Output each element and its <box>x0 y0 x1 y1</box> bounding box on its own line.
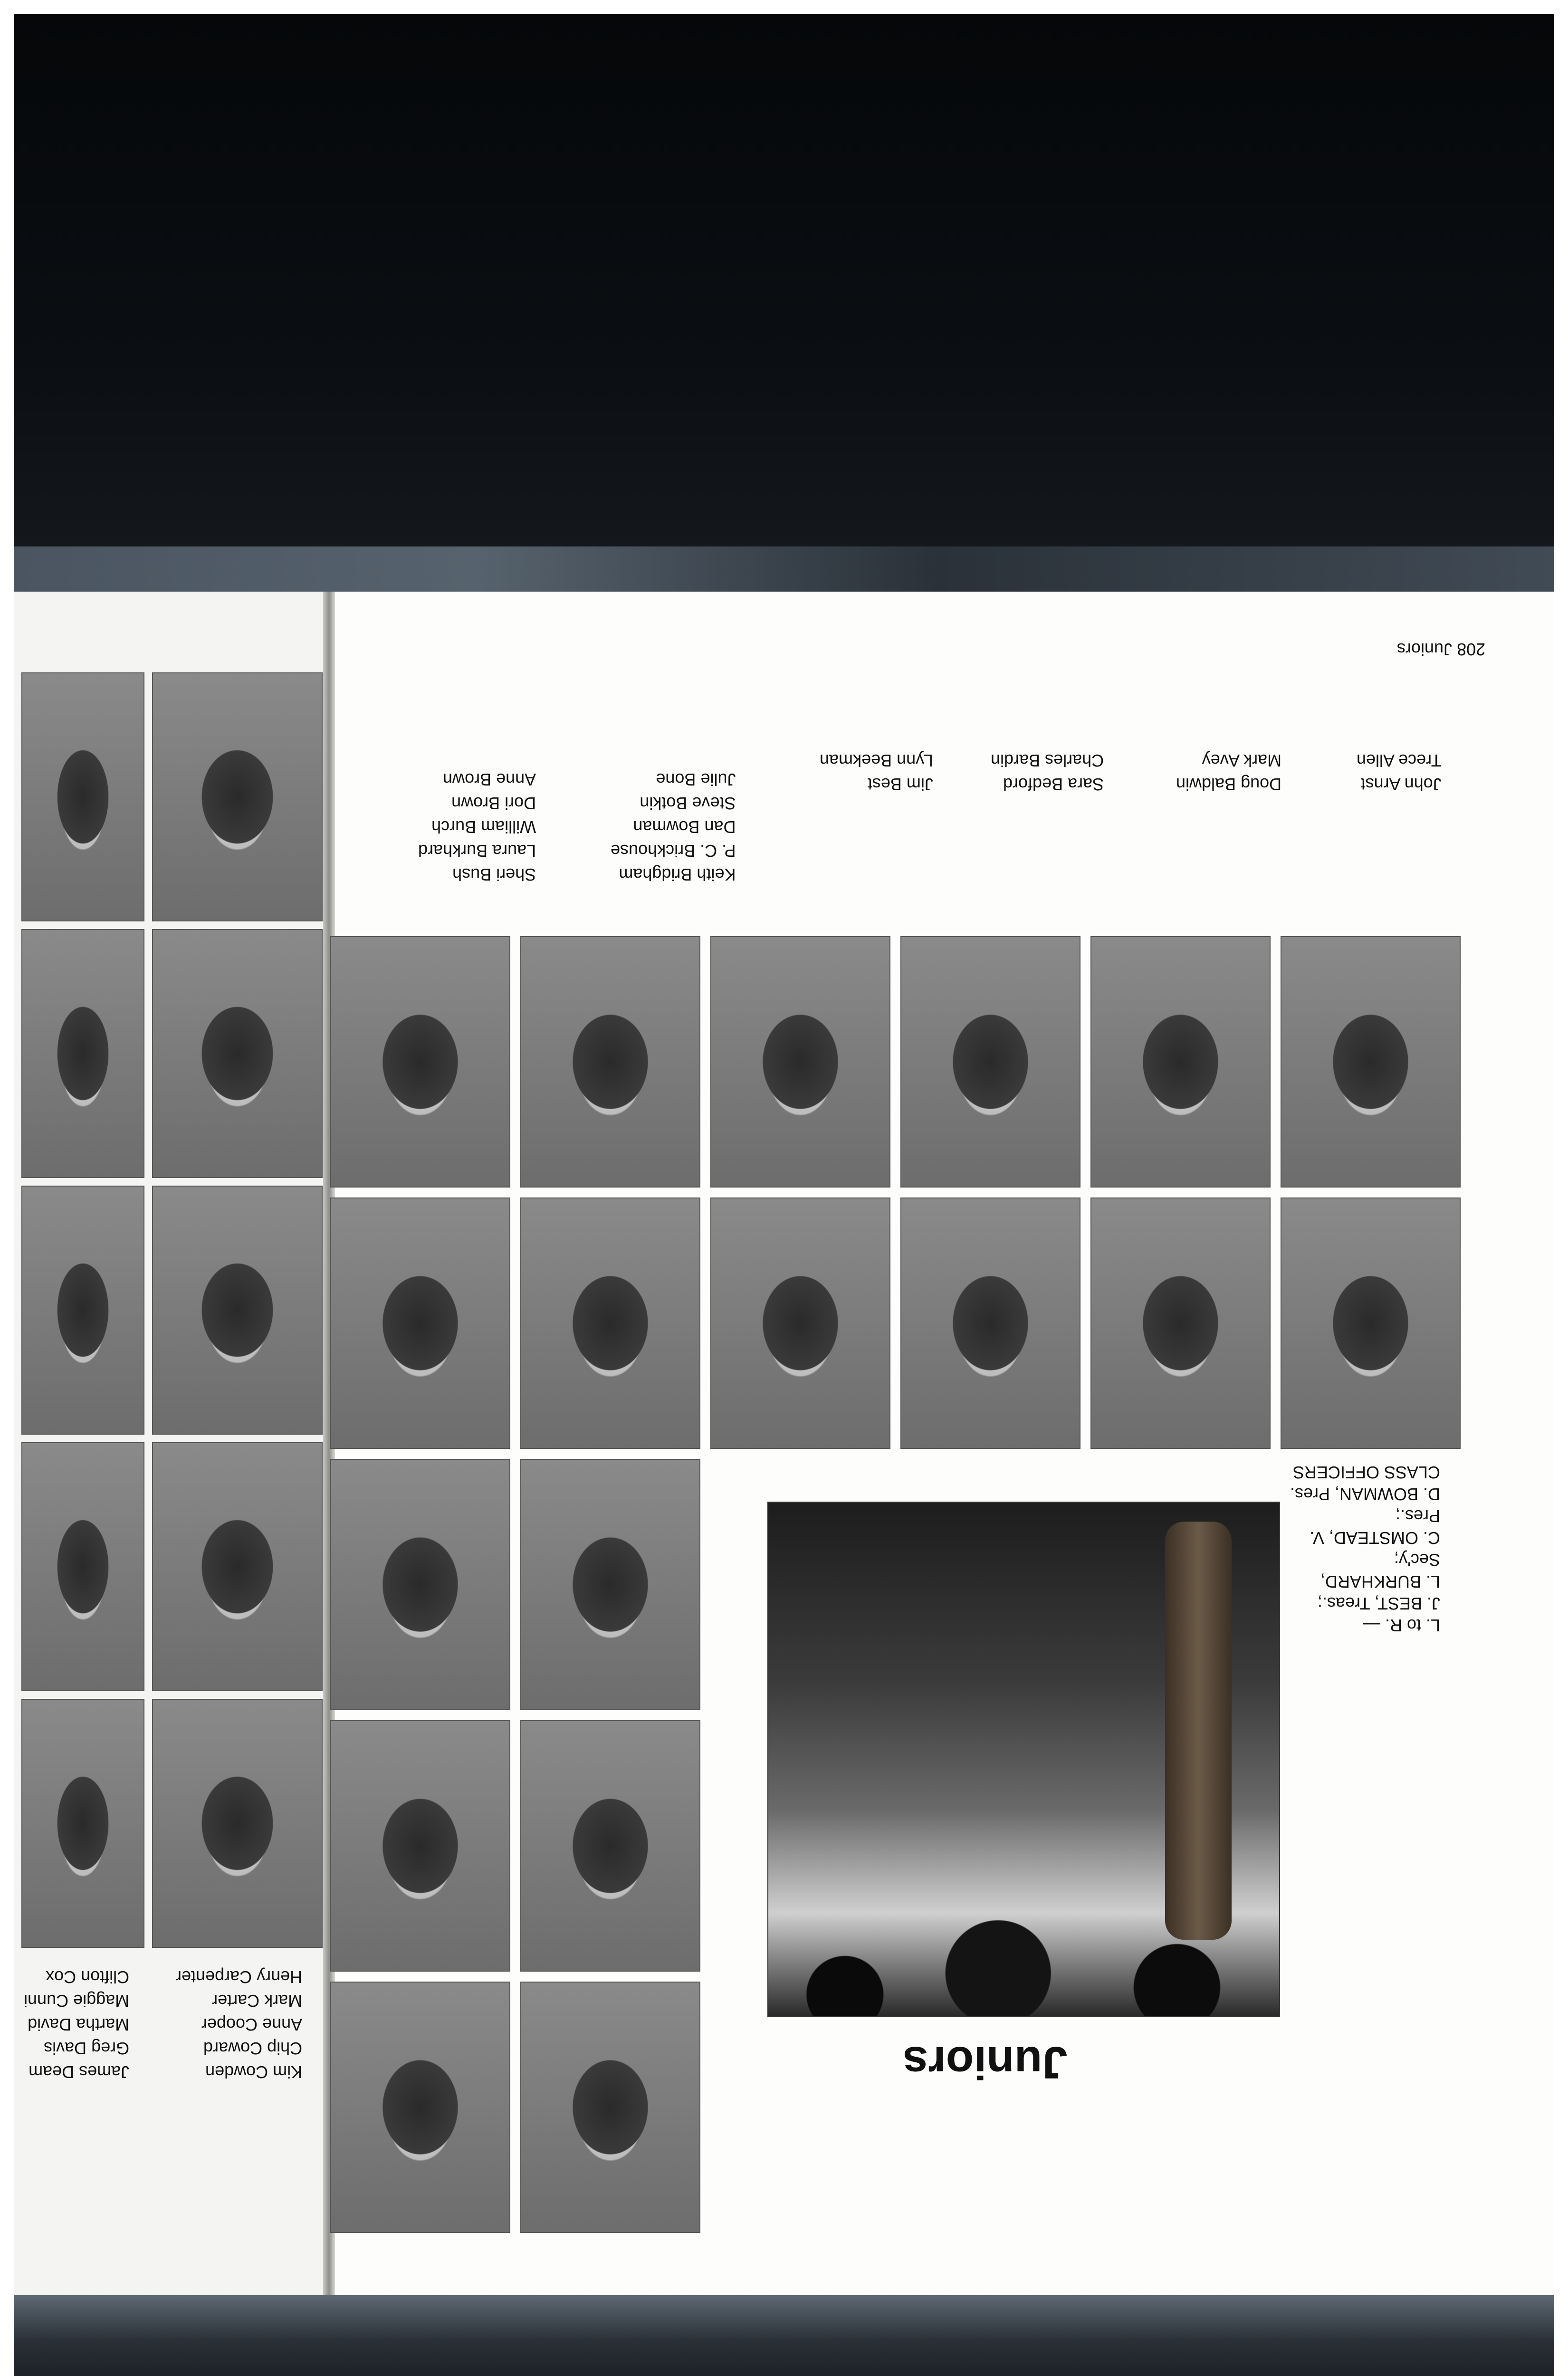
name-entry: Kim Cowden <box>205 2062 303 2082</box>
name-entry: Trece Allen <box>1357 751 1442 770</box>
portrait-photo <box>21 1186 144 1435</box>
name-entry: Mark Avey <box>1202 751 1282 770</box>
portrait-photo <box>330 1459 510 1710</box>
officers-caption <box>1290 1461 1440 1636</box>
name-entry: John Arnst <box>1360 775 1442 794</box>
portrait-photo <box>152 929 323 1178</box>
name-entry: Julie Bone <box>656 770 736 789</box>
name-column-5 <box>611 767 736 886</box>
name-column-7 <box>176 1965 302 2084</box>
portrait-photo <box>710 936 890 1188</box>
name-entry: Anne Brown <box>443 770 536 789</box>
portrait-photo <box>330 1720 510 1972</box>
portrait-photo <box>520 1459 700 1710</box>
name-entry: Dori Brown <box>451 794 536 813</box>
name-entry: Clifton Cox <box>46 1967 130 1987</box>
portrait-photo <box>1281 936 1461 1188</box>
portrait-photo <box>330 1198 510 1449</box>
portrait-photo <box>520 1982 700 2233</box>
portrait-photo <box>900 1198 1080 1449</box>
name-entry: Chip Coward <box>203 2039 303 2058</box>
name-entry: Henry Carpenter <box>176 1967 303 1987</box>
portrait-photo <box>1281 1198 1461 1449</box>
portrait-photo <box>152 1186 323 1435</box>
running-head: 208 Juniors <box>1397 640 1486 659</box>
portrait-photo <box>520 1198 700 1449</box>
portrait-photo <box>520 936 700 1188</box>
name-column-1 <box>1357 748 1442 796</box>
name-entry: Lynn Beekman <box>820 751 933 770</box>
portrait-photo <box>152 1442 323 1691</box>
portrait-photo <box>710 1198 890 1449</box>
portrait-photo <box>330 936 510 1188</box>
name-entry: Greg Davis <box>44 2039 130 2058</box>
page-title: Juniors <box>903 2037 1068 2088</box>
portrait-photo <box>1090 936 1271 1188</box>
portrait-photo <box>330 1982 510 2233</box>
portrait-photo <box>21 1442 144 1691</box>
dark-background <box>14 14 1554 592</box>
name-column-2 <box>1176 748 1281 796</box>
name-entry: Sheri Bush <box>452 865 536 884</box>
name-column-8 <box>24 1965 129 2084</box>
portrait-photo <box>152 672 323 921</box>
name-column-3 <box>991 748 1104 796</box>
book-bottom-edge <box>14 2295 1554 2376</box>
book-spine-edge <box>14 546 1554 599</box>
class-officers-group-photo <box>767 1502 1280 2017</box>
name-entry: Keith Bridgham <box>619 865 736 884</box>
name-column-4 <box>820 748 933 796</box>
name-entry: William Burch <box>431 817 536 837</box>
name-entry: P. C. Brickhouse <box>611 841 736 861</box>
portrait-photo <box>900 936 1080 1188</box>
officers-heading: CLASS OFFICERS <box>1292 1463 1441 1482</box>
name-entry: Doug Baldwin <box>1176 775 1282 794</box>
portrait-photo <box>21 672 144 921</box>
name-entry: Laura Burkhard <box>418 841 536 861</box>
name-entry: Martha David <box>28 2015 130 2034</box>
portrait-photo <box>152 1699 323 1948</box>
name-entry: James Deam <box>29 2062 130 2082</box>
name-entry: Mark Carter <box>212 1991 303 2011</box>
name-entry: Sara Bedford <box>1003 775 1104 794</box>
name-entry: Jim Best <box>867 775 933 794</box>
name-entry: Charles Bardin <box>991 751 1104 770</box>
name-column-6 <box>418 767 536 886</box>
officers-caption-text: L. to R. — J. BEST, Treas.; L. BURKHARD, Sec'y; C. OMSTEAD, V. Pres.; D. BOWMAN, Pres. <box>1290 1485 1441 1635</box>
scan-frame <box>14 14 1554 2376</box>
name-entry: Anne Cooper <box>201 2015 303 2034</box>
portrait-photo <box>21 929 144 1178</box>
name-entry: Dan Bowman <box>633 817 736 837</box>
name-entry: Steve Botkin <box>640 794 736 813</box>
portrait-photo <box>21 1699 144 1948</box>
portrait-photo <box>1090 1198 1271 1449</box>
yearbook-spread <box>14 592 1554 2295</box>
portrait-photo <box>520 1720 700 1972</box>
wooden-rail <box>1165 1522 1232 1940</box>
name-entry: Maggie Cunni <box>24 1991 130 2011</box>
